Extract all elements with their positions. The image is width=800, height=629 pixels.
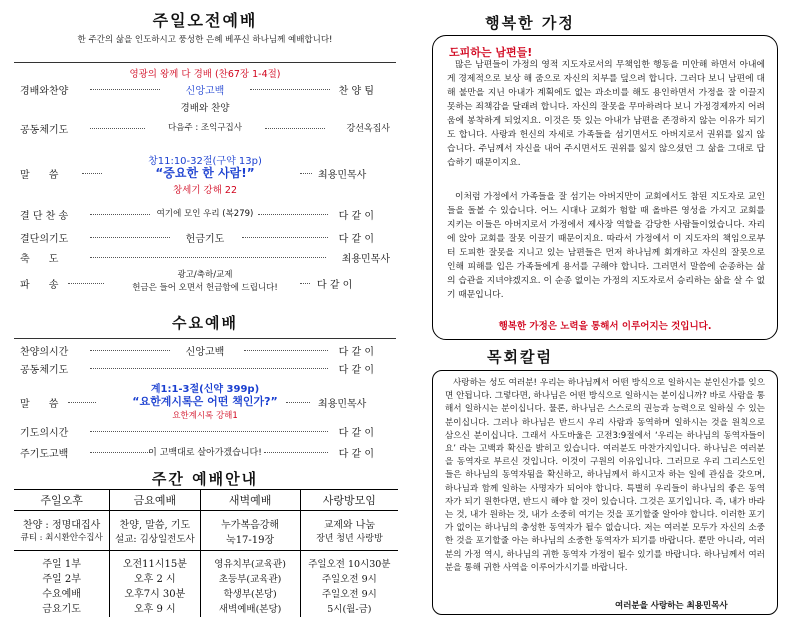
dismissal-line-2: 헌금은 들어 오면서 헌금함에 드립니다! [132,283,278,293]
weekly-cell: 누가복음강해 [221,520,280,531]
scripture-reference: 창11:10-32절(구약 13p) [148,156,262,167]
wed-sermon-title: “요한계시록은 어떤 책인가?” [132,395,278,408]
family-box-footer: 행복한 가정은 노력을 통해서 이루어지는 것입니다. [498,321,712,332]
row-label: 공동체기도 [20,365,69,376]
weekly-cell: 교제와 나눔 [323,520,376,531]
sermon-preacher: 최용민목사 [318,170,367,181]
weekly-title: 주간 예배안내 [151,470,259,488]
dismissal-right: 다 같 이 [317,280,353,291]
weekly-cell: 주일 2부 [42,574,81,585]
service-row-decision [20,230,390,246]
weekly-cell: 새벽예배(본당) [218,604,282,615]
praise-under: 경배와 찬양 [180,103,230,114]
weekly-cell: 수요예배 [42,589,81,600]
weekly-cell: 설교: 김상일전도사 [115,534,195,545]
wed-sermon-series: 요한계시록 강해1 [172,411,238,421]
wed-row-prayer [20,361,390,377]
row-label: 공동체기도 [20,125,69,136]
family-box-title: 도피하는 남편들! [449,46,533,59]
weekly-cell: 오후 9 시 [134,604,176,615]
dot-leader [286,402,310,403]
divider [14,338,396,339]
weekly-header: 금요예배 [110,490,200,511]
row-center: 다음주 : 조익구집사 [168,123,242,133]
wednesday-service-title: 수요예배 [172,314,238,332]
dot-leader [90,257,326,258]
weekly-cell: 주일 1부 [42,559,81,570]
pastor-column-box [432,370,778,615]
row-label: 찬양의시간 [20,347,69,358]
weekly-cell: 영유치부(교육관) [214,559,286,570]
row-label: 경배와찬양 [20,86,69,97]
service-row-hymn [20,207,390,223]
weekly-cell: 5시(월-금) [327,604,372,615]
family-paragraph: 이처럼 가정에서 가족들을 잘 섬기는 아버지만이 교회에서도 참된 지도자로 교인들을 돌볼 수 있습니다. 어느 시대나 교회가 험할 때 올바른 영성을 가지고 교회를 지키는 이들은 아버지로서 가정에서 제사장 역할을 감당한 사람들이었습니다. 자리에 앉아 교회를 잘못 이끌기 때문이지요. 따라서 가정에서 이 지도자의 책임으로부터 도피한 잘못을 지니고 있는 남편들은 먼저 하나님께 회개하고 자신의 잘못으로 인해 피해를 입은 가족들에게 용서를 구해야 합니다. 그러면서 말씀에 순종하는 삶의 습관을 지녀야겠지요. 이 순종 없이는 가정의 지도자로서 승리하는 삶을 살 수 없기 때문입니다. [447,192,765,300]
weekly-cell: 큐티 : 최시환안수집사 [20,533,103,543]
weekly-cell: 오전11시15분 [122,559,187,570]
weekly-cell: 오후7시 30분 [124,589,186,600]
weekly-header: 주일오후 [40,494,83,507]
sermon-series: 창세기 강해 22 [172,185,237,196]
weekly-cell: 찬양, 말씀, 기도 [119,520,191,531]
service-row-praise [20,82,390,98]
row-center: 신앙고백 [185,86,225,97]
sermon-title: “중요한 한 사람!” [155,166,255,180]
wed-scripture-reference: 계1:1-3절(신약 399p) [150,384,260,395]
family-box [432,35,778,340]
pastor-column-heading: 목회칼럼 [487,348,553,366]
row-center: 여기에 모인 우리 (복279) [156,209,254,219]
row-right: 최용민목사 [341,254,390,265]
row-label: 결단의기도 [20,234,69,245]
dot-leader [300,173,312,174]
dot-leader [264,452,328,453]
weekly-cell: 오후 2 시 [134,574,176,585]
pastor-signature: 여러분을 사랑하는 최용민목사 [611,599,728,611]
pastor-column-body: 사랑하는 성도 여러분! 우리는 하나님께서 어떤 방식으로 일하시는 분인신가를 잊으면 안됩니다. 그렇다면, 하나님은 어떤 방식으로 일하시는 분이십니까? 바로 사람을 통해서 일하시는 분이십니다. 물론, 하나님은 스스로의 권능과 능력으로 일하실 수 있는 분이십니다. 그러나 하나님은 반드시 우리 사람과 동역하며 일하시는 것을 원칙으로 삼으신 분이십니다. 그래서 사도바울은 고전3:9절에서 ‘우리는 하나님의 동역자들이요’ 라는 고백과 확신을 밝히고 있습니다. 여러분도 마찬가지입니다. 하나님은 여러분을 동역자로 부르신 것입니다. 이것이 구원의 이유입니다. 그러므로 우리 그리스도인들은 하나님의 동역자됨을 확신하고, 하나님께서 하시고자 하는 일에 관심을 갖으며, 하나님과 함께 일하는 사명자가 되어야 합니다. 특별히 우리들이 하나님의 좋은 동역자가 되기 원한다면, 반드시 해야 할 것이 있습니다. 그것은 포기입니다. 즉, 내가 바라는 것, 내가 원하는 것, 내가 소중히 여기는 것을 포기할줄 알아야 합니다. 이러한 포기가 없이는 하나님의 충성한 동역자가 될수 없습니다. 저는 여러분 모두가 자신의 소중한 것을 포기할줄 아는 하나님의 소중한 동역자가 되기를 바랍니다. 뿐만 아니라, 여러분의 가정 역시, 하나님의 귀한 동역자 가정이 될수 있기를 바랍니다. 하나님께서 여러분을 통해 귀한 사역을 이루어가시기를 바랍니다. [445,378,765,573]
row-label: 축 도 [20,254,59,265]
family-paragraph: 많은 남편들이 가정의 영적 지도자로서의 무책임한 행동을 미안해 하면서 아내에게 경제적으로 보상 해 줌으로 자신의 치부를 덮으려 합니다. 그러다 보니 남편에 대해 불만을 지닌 아내가 계획에도 없는 과소비를 해도 용인하면서 가정을 잘 이끌지 못하는 죄책감을 달래려 합니다. 자신의 잘못을 무마하려다 보니 가정경제까지 어려움에 봉착하게 되었지요. 이것은 뜻 있는 아내가 남편을 존경하지 않는 이유가 되기도 합니다. 사랑과 헌신의 자세로 가족들을 섬기면서도 아버지로서 권위를 잃지 않습니다. 주님께서 자신을 내어 주시면서도 권위를 잃지 않으셨던 그 삶을 그대로 답습하기 때문이지요. [447,60,765,168]
morning-service-title: 주일오전예배 [152,11,258,30]
dot-leader [242,237,328,238]
opening-hymn: 영광의 왕께 다 경배 (찬67장 1-4절) [129,69,281,80]
dot-leader [244,350,328,351]
row-right: 다 같 이 [338,428,374,439]
weekly-cell: 장년 청년 사랑방 [316,534,383,544]
dismissal-line-1: 광고/축하/교제 [177,270,233,280]
row-center: 이 고백대로 살아가겠습니다! [148,448,262,458]
dot-leader [265,128,325,129]
dot-leader [300,283,310,284]
weekly-cell: 찬양 : 정명대집사 [22,520,101,531]
weekly-table [14,489,398,617]
row-right: 다 같 이 [338,211,374,222]
dot-leader [258,214,328,215]
row-center: 신앙고백 [185,347,225,358]
morning-subtitle: 한 주간의 삶을 인도하시고 풍성한 은혜 베푸신 하나님께 예배합니다! [77,35,333,45]
weekly-cell: 눅17-19장 [226,535,275,546]
row-label: 결 단 찬 송 [20,211,69,222]
row-right: 찬 양 팀 [338,86,374,97]
row-right: 다 같 이 [338,347,374,358]
weekly-header: 사랑방모임 [300,490,398,511]
service-row-prayer [20,121,390,137]
weekly-cell: 초등부(교육관) [218,574,282,585]
row-right: 다 같 이 [338,365,374,376]
weekly-cell: 학생부(본당) [223,589,277,600]
dot-leader [90,431,328,432]
weekly-cell: 주일오전 9시 [321,574,377,585]
sermon-label: 말 씀 [20,170,59,181]
wed-row-praise [20,343,390,359]
row-right: 다 같 이 [338,449,374,460]
dot-leader [90,368,328,369]
weekly-cell: 금요기도 [42,604,81,615]
dot-leader [250,89,330,90]
wed-row-prayer-time [20,424,390,440]
row-right: 강선옥집사 [346,124,390,134]
weekly-header: 새벽예배 [200,490,300,511]
row-label: 주기도고백 [20,449,69,460]
weekly-cell: 주일오전 10시30분 [308,559,391,570]
row-label: 기도의시간 [20,428,69,439]
weekly-cell: 주일오전 9시 [321,589,377,600]
row-right: 다 같 이 [338,234,374,245]
row-center: 헌금기도 [185,234,225,245]
service-row-benediction [20,250,390,266]
wed-row-lords-prayer [20,445,390,461]
dismissal-label: 파 송 [20,280,59,291]
wed-sermon-preacher: 최용민목사 [318,399,367,410]
family-heading: 행복한 가정 [485,14,575,32]
wed-sermon-label: 말 씀 [20,399,59,410]
divider [14,62,396,63]
